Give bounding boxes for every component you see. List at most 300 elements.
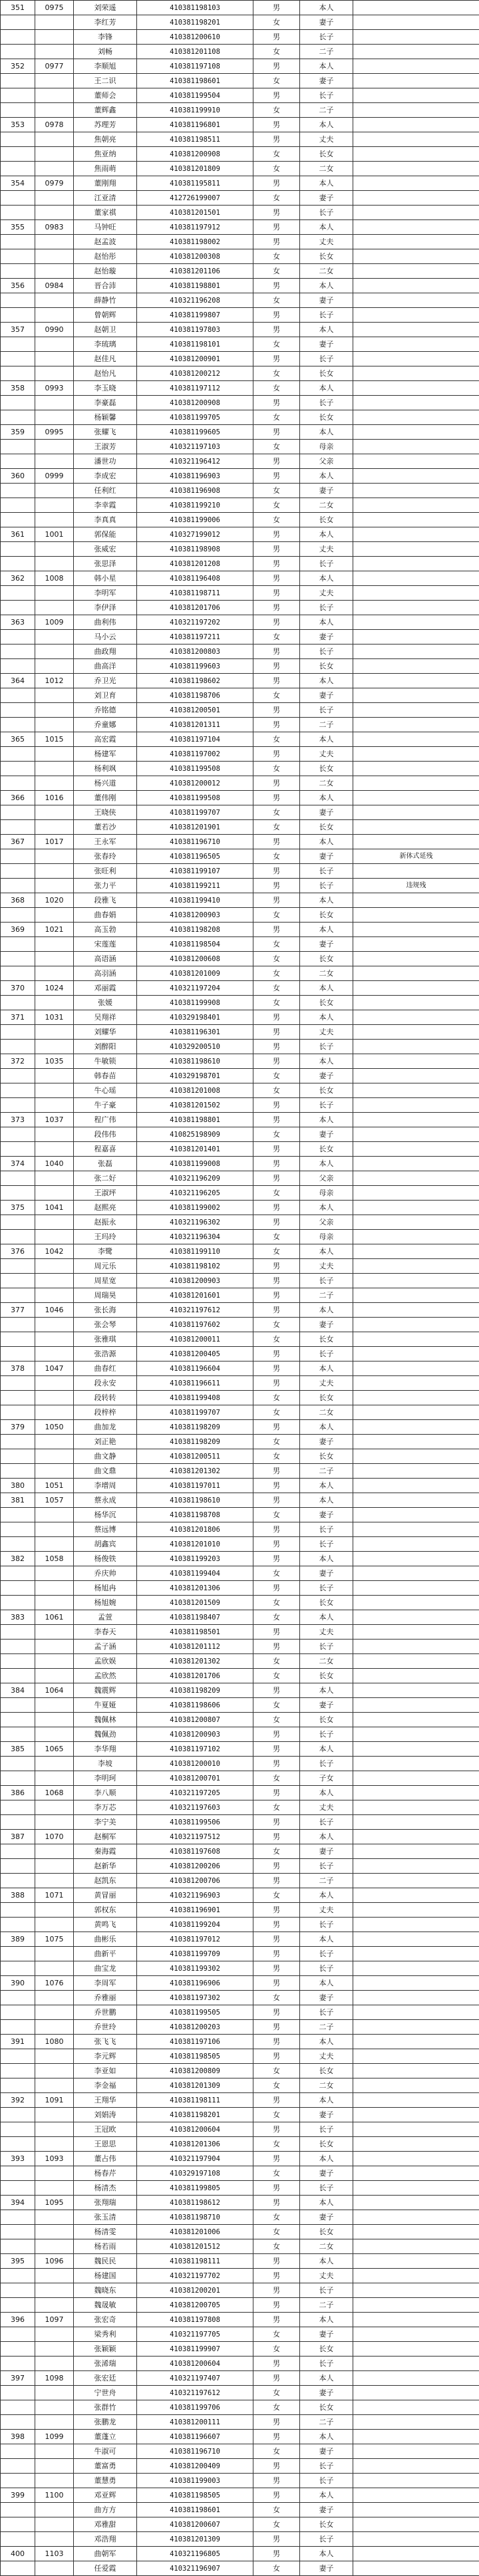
- id-number-cell: 410381198610: [137, 1054, 253, 1069]
- remark-cell: [353, 2269, 479, 2283]
- table-row: [1, 615, 479, 630]
- member-name-cell: 张浠瑞: [74, 2357, 137, 2371]
- remark-cell: [353, 835, 479, 849]
- household-code-cell: [35, 630, 74, 644]
- household-number-cell: [1, 454, 35, 469]
- table-row: [1, 542, 479, 557]
- household-number-cell: [1, 937, 35, 952]
- relation-cell: 本人: [300, 732, 353, 747]
- household-code-cell: [35, 2517, 74, 2532]
- remark-cell: [353, 1449, 479, 1464]
- member-name-cell: 牛淑可: [74, 2444, 137, 2459]
- table-row: [1, 176, 479, 191]
- member-name-cell: 曲新平: [74, 1947, 137, 1961]
- gender-cell: 男: [253, 1201, 300, 1215]
- relation-cell: 长子: [300, 1727, 353, 1742]
- member-name-cell: 董若沙: [74, 820, 137, 835]
- member-name-cell: 曲春娟: [74, 908, 137, 923]
- table-row: [1, 1420, 479, 1435]
- household-code-cell: [35, 718, 74, 732]
- household-code-cell: 1051: [35, 1479, 74, 1493]
- id-number-cell: 410381200308: [137, 249, 253, 264]
- table-row: [1, 103, 479, 118]
- member-name-cell: 牛子豪: [74, 1098, 137, 1113]
- table-row: [1, 1025, 479, 1040]
- relation-cell: 本人: [300, 1479, 353, 1493]
- household-number-cell: 394: [1, 2196, 35, 2210]
- remark-cell: [353, 2459, 479, 2474]
- member-name-cell: 李琉璃: [74, 337, 137, 352]
- relation-cell: 本人: [300, 323, 353, 337]
- table-row: [1, 366, 479, 381]
- id-number-cell: 410381198606: [137, 1698, 253, 1713]
- member-name-cell: 董家祺: [74, 206, 137, 220]
- relation-cell: 长子: [300, 2357, 353, 2371]
- household-code-cell: [35, 1918, 74, 1932]
- id-number-cell: 410381201006: [137, 2225, 253, 2239]
- remark-cell: [353, 1844, 479, 1859]
- household-code-cell: [35, 293, 74, 308]
- remark-cell: [353, 2064, 479, 2078]
- household-number-cell: 382: [1, 1552, 35, 1566]
- household-code-cell: [35, 1435, 74, 1449]
- id-number-cell: 410381199805: [137, 2181, 253, 2196]
- relation-cell: 长女: [300, 1391, 353, 1405]
- relation-cell: 长子: [300, 1640, 353, 1654]
- household-number-cell: [1, 2181, 35, 2196]
- relation-cell: 长子: [300, 601, 353, 615]
- member-name-cell: 赵振永: [74, 1215, 137, 1230]
- table-row: [1, 1918, 479, 1932]
- member-name-cell: 江亚清: [74, 191, 137, 206]
- id-number-cell: 410381198209: [137, 1420, 253, 1435]
- remark-cell: [353, 1874, 479, 1888]
- id-number-cell: 410381201306: [137, 2137, 253, 2152]
- remark-cell: [353, 1479, 479, 1493]
- household-number-cell: [1, 1669, 35, 1683]
- remark-cell: [353, 59, 479, 74]
- member-name-cell: 董刚翔: [74, 176, 137, 191]
- household-number-cell: 398: [1, 2430, 35, 2444]
- table-row: [1, 352, 479, 366]
- table-row: [1, 118, 479, 132]
- gender-cell: 男: [253, 1493, 300, 1508]
- remark-cell: [353, 1961, 479, 1976]
- remark-cell: [353, 2561, 479, 2576]
- household-number-cell: [1, 1918, 35, 1932]
- relation-cell: 本人: [300, 1888, 353, 1903]
- household-code-cell: [35, 440, 74, 454]
- table-row: [1, 762, 479, 776]
- remark-cell: [353, 2254, 479, 2269]
- table-row: [1, 1683, 479, 1698]
- table-row: [1, 1771, 479, 1786]
- household-number-cell: 374: [1, 1157, 35, 1171]
- table-row: [1, 849, 479, 864]
- remark-cell: [353, 2166, 479, 2181]
- member-name-cell: 魏民民: [74, 2254, 137, 2269]
- member-name-cell: 张媛: [74, 996, 137, 1010]
- household-number-cell: [1, 293, 35, 308]
- table-row: [1, 2488, 479, 2503]
- relation-cell: 妻子: [300, 1698, 353, 1713]
- remark-cell: [353, 1888, 479, 1903]
- gender-cell: 女: [253, 2108, 300, 2122]
- member-name-cell: 黄鸣飞: [74, 1918, 137, 1932]
- remark-cell: [353, 498, 479, 513]
- id-number-cell: 410381200803: [137, 644, 253, 659]
- remark-cell: [353, 644, 479, 659]
- relation-cell: 长子: [300, 1347, 353, 1361]
- table-row: [1, 15, 479, 30]
- remark-cell: [353, 1054, 479, 1069]
- household-number-cell: [1, 1098, 35, 1113]
- household-code-cell: 1061: [35, 1610, 74, 1625]
- id-number-cell: 410381200807: [137, 1713, 253, 1727]
- relation-cell: 长女: [300, 2517, 353, 2532]
- relation-cell: 妻子: [300, 15, 353, 30]
- household-code-cell: 1035: [35, 1054, 74, 1069]
- id-number-cell: 410381196801: [137, 118, 253, 132]
- table-row: [1, 1376, 479, 1391]
- gender-cell: 男: [253, 1157, 300, 1171]
- household-code-cell: 1070: [35, 1830, 74, 1844]
- relation-cell: 本人: [300, 1303, 353, 1318]
- remark-cell: [353, 1244, 479, 1259]
- remark-cell: [353, 1947, 479, 1961]
- remark-cell: [353, 132, 479, 147]
- remark-cell: [353, 747, 479, 762]
- gender-cell: 男: [253, 1420, 300, 1435]
- remark-cell: [353, 571, 479, 586]
- id-number-cell: 410381198501: [137, 1625, 253, 1640]
- remark-cell: [353, 381, 479, 396]
- relation-cell: 长女: [300, 762, 353, 776]
- household-number-cell: 373: [1, 1113, 35, 1127]
- household-code-cell: [35, 498, 74, 513]
- household-number-cell: [1, 1376, 35, 1391]
- id-number-cell: 410381196710: [137, 835, 253, 849]
- household-code-cell: [35, 2020, 74, 2035]
- household-number-cell: [1, 1596, 35, 1610]
- member-name-cell: 邓亚辉: [74, 2488, 137, 2503]
- id-number-cell: 410381197803: [137, 323, 253, 337]
- id-number-cell: 410381199008: [137, 1157, 253, 1171]
- gender-cell: 女: [253, 1596, 300, 1610]
- household-number-cell: [1, 2239, 35, 2254]
- relation-cell: 二女: [300, 966, 353, 981]
- id-number-cell: 410381199707: [137, 805, 253, 820]
- table-row: [1, 1654, 479, 1669]
- relation-cell: 长子: [300, 1040, 353, 1054]
- remark-cell: [353, 1493, 479, 1508]
- member-name-cell: 王玛玲: [74, 1230, 137, 1244]
- household-number-cell: [1, 2503, 35, 2517]
- gender-cell: 女: [253, 2078, 300, 2093]
- member-name-cell: 孟欣然: [74, 1669, 137, 1683]
- remark-cell: [353, 264, 479, 279]
- gender-cell: 女: [253, 2517, 300, 2532]
- household-number-cell: [1, 908, 35, 923]
- gender-cell: 男: [253, 1830, 300, 1844]
- household-code-cell: [35, 864, 74, 879]
- relation-cell: 父亲: [300, 454, 353, 469]
- remark-cell: [353, 762, 479, 776]
- gender-cell: 男: [253, 1, 300, 15]
- relation-cell: 妻子: [300, 1566, 353, 1581]
- relation-cell: 子女: [300, 1771, 353, 1786]
- remark-cell: [353, 2327, 479, 2342]
- member-name-cell: 张思泽: [74, 557, 137, 571]
- member-name-cell: 张磊: [74, 1157, 137, 1171]
- household-code-cell: 1001: [35, 527, 74, 542]
- household-number-cell: 400: [1, 2547, 35, 2561]
- household-code-cell: [35, 454, 74, 469]
- relation-cell: 长子: [300, 352, 353, 366]
- household-code-cell: 1021: [35, 923, 74, 937]
- member-name-cell: 李幸霞: [74, 498, 137, 513]
- id-number-cell: 410381201309: [137, 2532, 253, 2547]
- household-code-cell: [35, 1025, 74, 1040]
- id-number-cell: 410381199506: [137, 1815, 253, 1830]
- remark-cell: [353, 1186, 479, 1201]
- member-name-cell: 李华翔: [74, 1742, 137, 1757]
- household-code-cell: [35, 2049, 74, 2064]
- id-number-cell: 410381201108: [137, 45, 253, 59]
- table-row: [1, 2400, 479, 2415]
- member-name-cell: 周元乐: [74, 1259, 137, 1274]
- remark-cell: [353, 1069, 479, 1083]
- household-code-cell: 1020: [35, 893, 74, 908]
- remark-cell: [353, 1113, 479, 1127]
- member-name-cell: 王翔华: [74, 2093, 137, 2108]
- id-number-cell: 410381198201: [137, 15, 253, 30]
- table-row: [1, 820, 479, 835]
- id-number-cell: 410381200604: [137, 2122, 253, 2137]
- relation-cell: 妻子: [300, 1127, 353, 1142]
- gender-cell: 女: [253, 410, 300, 425]
- household-number-cell: [1, 1771, 35, 1786]
- remark-cell: [353, 118, 479, 132]
- gender-cell: 男: [253, 88, 300, 103]
- table-row: [1, 425, 479, 440]
- relation-cell: 妻子: [300, 2166, 353, 2181]
- id-number-cell: 410381198208: [137, 923, 253, 937]
- table-row: [1, 1098, 479, 1113]
- gender-cell: 男: [253, 1961, 300, 1976]
- gender-cell: 男: [253, 206, 300, 220]
- member-name-cell: 杨若雨: [74, 2239, 137, 2254]
- household-code-cell: [35, 1405, 74, 1420]
- remark-cell: [353, 2078, 479, 2093]
- household-code-cell: [35, 235, 74, 249]
- relation-cell: 本人: [300, 1157, 353, 1171]
- household-code-cell: [35, 762, 74, 776]
- remark-cell: [353, 293, 479, 308]
- relation-cell: 本人: [300, 527, 353, 542]
- gender-cell: 女: [253, 1186, 300, 1201]
- remark-cell: [353, 1142, 479, 1157]
- gender-cell: 女: [253, 1332, 300, 1347]
- table-row: [1, 644, 479, 659]
- gender-cell: 男: [253, 1025, 300, 1040]
- id-number-cell: 410381201901: [137, 820, 253, 835]
- member-name-cell: 李明珂: [74, 1771, 137, 1786]
- member-name-cell: 李红芳: [74, 15, 137, 30]
- gender-cell: 男: [253, 791, 300, 805]
- member-name-cell: 邓丽霞: [74, 981, 137, 996]
- household-number-cell: [1, 718, 35, 732]
- remark-cell: [353, 45, 479, 59]
- table-row: [1, 2357, 479, 2371]
- gender-cell: 男: [253, 1786, 300, 1800]
- gender-cell: 男: [253, 1918, 300, 1932]
- household-code-cell: 1095: [35, 2196, 74, 2210]
- remark-cell: [353, 425, 479, 440]
- member-name-cell: 乔铭德: [74, 703, 137, 718]
- table-row: [1, 513, 479, 527]
- household-code-cell: 1050: [35, 1420, 74, 1435]
- gender-cell: 女: [253, 45, 300, 59]
- relation-cell: 长子: [300, 1918, 353, 1932]
- id-number-cell: 410381198601: [137, 74, 253, 88]
- remark-cell: [353, 2035, 479, 2049]
- household-code-cell: 1042: [35, 1244, 74, 1259]
- household-number-cell: [1, 601, 35, 615]
- remark-cell: [353, 2210, 479, 2225]
- id-number-cell: 410381201306: [137, 1581, 253, 1596]
- relation-cell: 二子: [300, 103, 353, 118]
- remark-cell: [353, 2547, 479, 2561]
- id-number-cell: 410381200201: [137, 2283, 253, 2298]
- gender-cell: 男: [253, 323, 300, 337]
- remark-cell: [353, 1420, 479, 1435]
- member-name-cell: 焦朝亮: [74, 132, 137, 147]
- table-row: [1, 1844, 479, 1859]
- gender-cell: 男: [253, 1625, 300, 1640]
- id-number-cell: 410381200409: [137, 2459, 253, 2474]
- household-code-cell: 1080: [35, 2035, 74, 2049]
- household-number-cell: [1, 2298, 35, 2313]
- gender-cell: 女: [253, 1610, 300, 1625]
- member-name-cell: 马钟旺: [74, 220, 137, 235]
- id-number-cell: 410381197108: [137, 59, 253, 74]
- relation-cell: 长子: [300, 2005, 353, 2020]
- id-number-cell: 410381200203: [137, 2020, 253, 2035]
- household-number-cell: 396: [1, 2313, 35, 2327]
- gender-cell: 女: [253, 1318, 300, 1332]
- relation-cell: 本人: [300, 2371, 353, 2386]
- remark-cell: [353, 1025, 479, 1040]
- member-name-cell: 潘世功: [74, 454, 137, 469]
- table-row: [1, 1669, 479, 1683]
- gender-cell: 男: [253, 2298, 300, 2313]
- table-row: [1, 59, 479, 74]
- remark-cell: 新体式延残: [353, 849, 479, 864]
- household-number-cell: 378: [1, 1361, 35, 1376]
- relation-cell: 母亲: [300, 440, 353, 454]
- relation-cell: 丈夫: [300, 1903, 353, 1918]
- remark-cell: [353, 1815, 479, 1830]
- household-code-cell: [35, 2298, 74, 2313]
- member-name-cell: 杨利飒: [74, 762, 137, 776]
- gender-cell: 男: [253, 571, 300, 586]
- gender-cell: 女: [253, 1800, 300, 1815]
- member-name-cell: 赵怡彤: [74, 249, 137, 264]
- gender-cell: 女: [253, 2386, 300, 2400]
- table-row: [1, 1010, 479, 1025]
- relation-cell: 本人: [300, 59, 353, 74]
- remark-cell: [353, 820, 479, 835]
- id-number-cell: 410321196304: [137, 1230, 253, 1244]
- member-name-cell: 张长海: [74, 1303, 137, 1318]
- household-number-cell: [1, 264, 35, 279]
- table-row: [1, 1391, 479, 1405]
- table-row: [1, 2196, 479, 2210]
- remark-cell: [353, 2430, 479, 2444]
- remark-cell: [353, 308, 479, 323]
- household-code-cell: [35, 484, 74, 498]
- member-name-cell: 张鹏龙: [74, 2415, 137, 2430]
- member-name-cell: 蔡永成: [74, 1493, 137, 1508]
- remark-cell: [353, 1669, 479, 1683]
- household-number-cell: 354: [1, 176, 35, 191]
- household-number-cell: [1, 747, 35, 762]
- table-row: [1, 1259, 479, 1274]
- household-number-cell: [1, 557, 35, 571]
- table-row: [1, 1142, 479, 1157]
- member-name-cell: 李宁美: [74, 1815, 137, 1830]
- household-code-cell: [35, 2269, 74, 2283]
- relation-cell: 长子: [300, 1757, 353, 1771]
- household-code-cell: [35, 644, 74, 659]
- member-name-cell: 高语涵: [74, 952, 137, 966]
- household-code-cell: [35, 1142, 74, 1157]
- household-code-cell: [35, 103, 74, 118]
- id-number-cell: 410381201009: [137, 966, 253, 981]
- remark-cell: [353, 366, 479, 381]
- gender-cell: 女: [253, 74, 300, 88]
- id-number-cell: 410381199910: [137, 103, 253, 118]
- table-row: [1, 1640, 479, 1654]
- household-number-cell: [1, 1040, 35, 1054]
- household-code-cell: 1075: [35, 1932, 74, 1947]
- household-number-cell: [1, 2269, 35, 2283]
- id-number-cell: 410381197912: [137, 220, 253, 235]
- id-number-cell: 410381201208: [137, 557, 253, 571]
- relation-cell: 本人: [300, 176, 353, 191]
- member-name-cell: 张宏奇: [74, 2313, 137, 2327]
- household-code-cell: [35, 908, 74, 923]
- id-number-cell: 410381198711: [137, 586, 253, 601]
- table-row: [1, 147, 479, 162]
- household-code-cell: [35, 2474, 74, 2488]
- id-number-cell: 410381201302: [137, 1464, 253, 1479]
- remark-cell: [353, 2122, 479, 2137]
- member-name-cell: 高羽涵: [74, 966, 137, 981]
- id-number-cell: 410381199302: [137, 1961, 253, 1976]
- household-code-cell: [35, 937, 74, 952]
- member-name-cell: 李坡: [74, 1757, 137, 1771]
- household-number-cell: [1, 2444, 35, 2459]
- id-number-cell: 410381201309: [137, 2078, 253, 2093]
- remark-cell: [353, 659, 479, 674]
- member-name-cell: 李成宏: [74, 469, 137, 484]
- remark-cell: [353, 1683, 479, 1698]
- member-name-cell: 蔡远博: [74, 1522, 137, 1537]
- member-name-cell: 张颖颖: [74, 2342, 137, 2357]
- table-row: [1, 966, 479, 981]
